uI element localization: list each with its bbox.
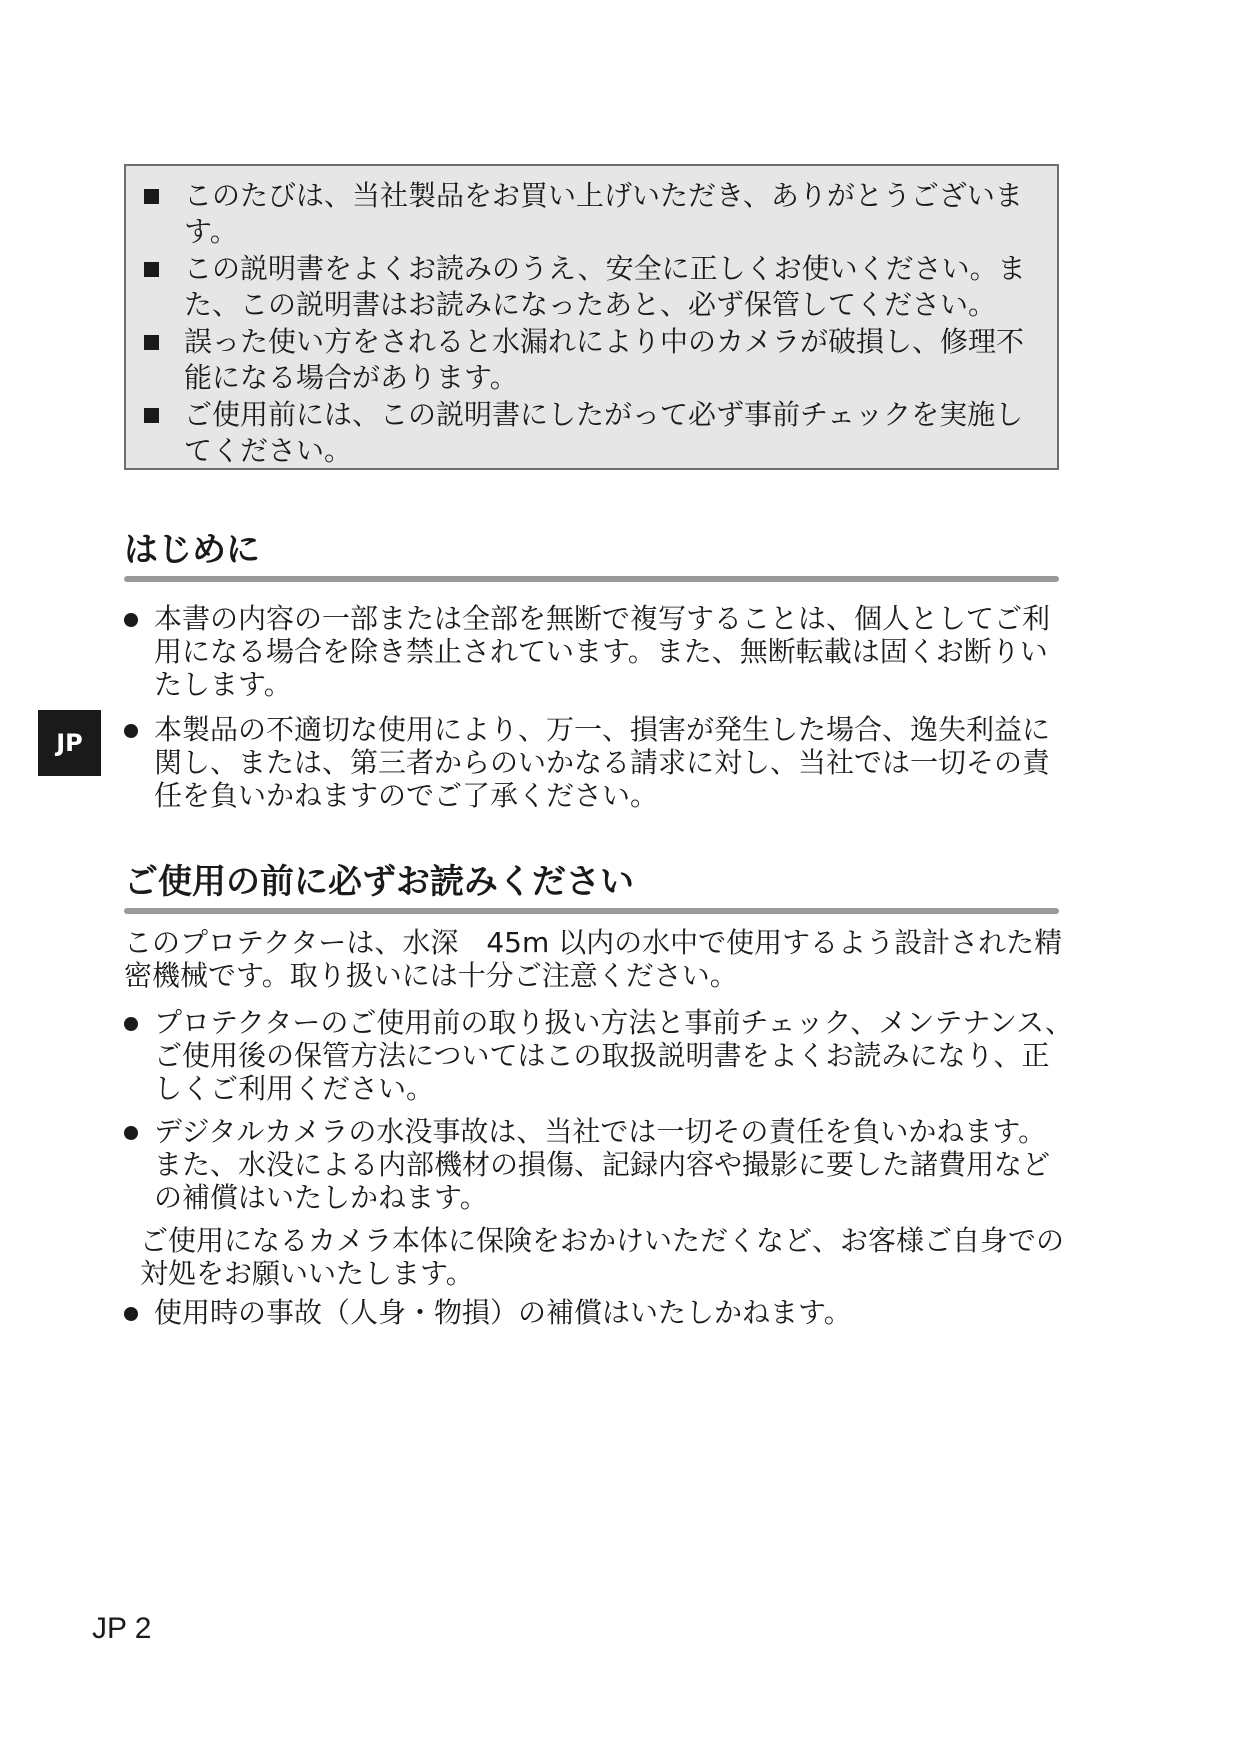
insurance-note: ご使用になるカメラ本体に保険をおかけいただくなど、お客様ご自身での対処をお願いいたします。 [140, 1224, 1065, 1290]
list-item-text: 本製品の不適切な使用により、万一、損害が発生した場合、逸失利益に関し、または、第三者からのいかなる請求に対し、当社では一切その責任を負いかねますのでご了承ください。 [154, 713, 1051, 812]
list-item [124, 1115, 1074, 1214]
notice-item [140, 397, 1041, 469]
intro-section-title: はじめに [124, 530, 260, 570]
list-item-text: デジタルカメラの水没事故は、当社では一切その責任を負いかねます。また、水没による内部機材の損傷、記録内容や撮影に要した諸費用などの補償はいたしかねます。 [154, 1115, 1051, 1214]
before-use-bullet-list [124, 1006, 1074, 1214]
list-item-text: 使用時の事故（人身・物損）の補償はいたしかねます。 [154, 1296, 852, 1329]
list-item-text: 本書の内容の一部または全部を無断で複写することは、個人としてご利用になる場合を除き禁止されています。また、無断転載は固くお断りいたします。 [154, 602, 1051, 701]
bullet-dot-icon [124, 1126, 138, 1140]
notice-item [140, 251, 1041, 323]
list-item [124, 602, 1074, 701]
notice-item-text: 誤った使い方をされると水漏れにより中のカメラが破損し、修理不能になる場合があります。 [184, 325, 1025, 394]
bullet-dot-icon [124, 613, 138, 627]
notice-item-text: ご使用前には、この説明書にしたがって必ず事前チェックを実施してください。 [184, 398, 1024, 467]
bullet-dot-icon [124, 1017, 138, 1031]
page-number: JP 2 [92, 1612, 152, 1645]
last-bullet-list [124, 1296, 1074, 1329]
bullet-dot-icon [124, 724, 138, 738]
before-use-paragraph: このプロテクターは、水深 45m 以内の水中で使用するよう設計された精密機械です。取り扱いには十分ご注意ください。 [124, 926, 1063, 992]
square-bullet-icon [144, 189, 159, 204]
notice-box [124, 164, 1059, 470]
before-use-divider [124, 908, 1059, 914]
square-bullet-icon [144, 262, 159, 277]
notice-item-text: この説明書をよくお読みのうえ、安全に正しくお使いください。また、この説明書はお読みになったあと、必ず保管してください。 [184, 252, 1026, 321]
list-item [124, 1006, 1074, 1105]
bullet-dot-icon [124, 1307, 138, 1321]
square-bullet-icon [144, 408, 159, 423]
notice-item-text: このたびは、当社製品をお買い上げいただき、ありがとうございます。 [184, 179, 1023, 248]
notice-item [140, 178, 1041, 250]
square-bullet-icon [144, 335, 159, 350]
language-tab: JP [38, 710, 101, 776]
notice-item [140, 324, 1041, 396]
intro-bullet-list [124, 602, 1074, 812]
list-item [124, 713, 1074, 812]
before-use-section-title: ご使用の前に必ずお読みください [124, 862, 634, 902]
list-item-text: プロテクターのご使用前の取り扱い方法と事前チェック、メンテナンス、ご使用後の保管方法についてはこの取扱説明書をよくお読みになり、正しくご利用ください。 [154, 1006, 1073, 1105]
list-item [124, 1296, 1074, 1329]
intro-divider [124, 576, 1059, 582]
